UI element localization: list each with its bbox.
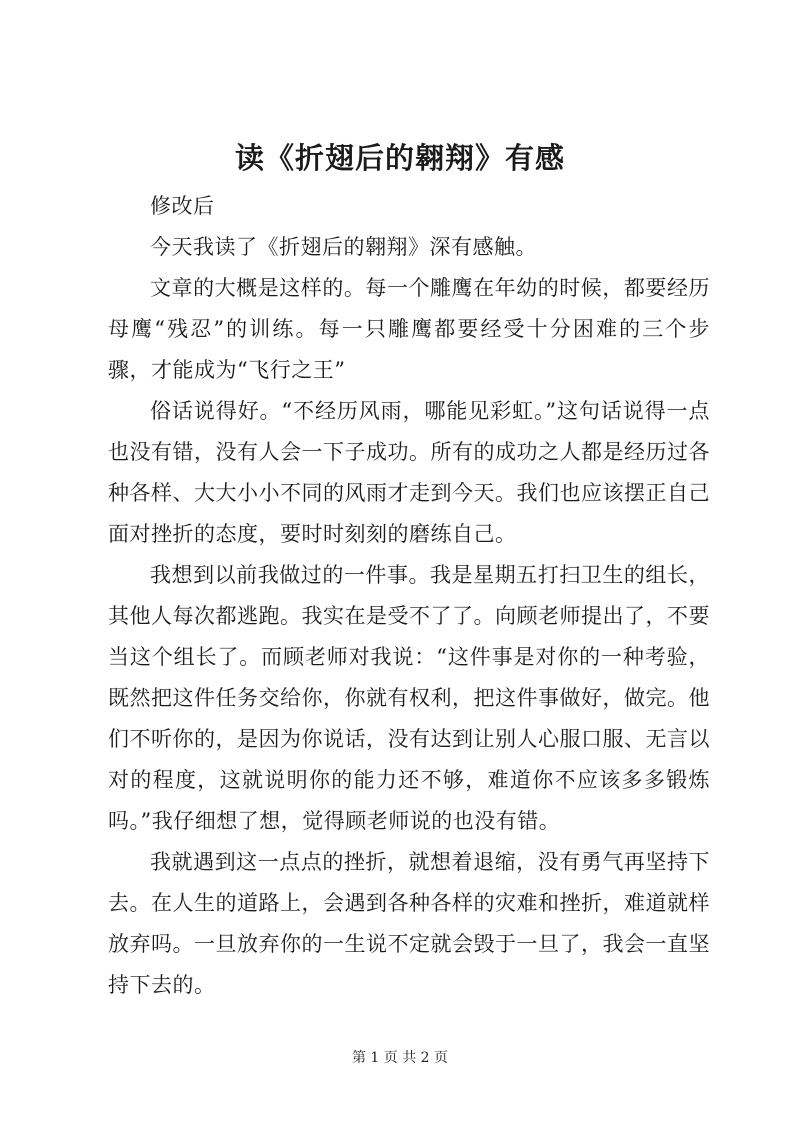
paragraph-summary: 文章的大概是这样的。每一个雕鹰在年幼的时候，都要经历母鹰“残忍”的训练。每一只雕鹰都要经受十分困难的三个步骤，才能成为“飞行之王”	[108, 276, 710, 382]
paragraph-conclusion: 我就遇到这一点点的挫折，就想着退缩，没有勇气再坚持下去。在人生的道路上，会遇到各种各样的灾难和挫折，难道就样放弃吗。一旦放弃你的一生说不定就会毁于一旦了，我会一直坚持下去的。	[108, 850, 710, 997]
document-title: 读《折翅后的翱翔》有感	[234, 141, 565, 175]
paragraph-revision-note: 修改后	[150, 194, 215, 218]
paragraph-proverb: 俗话说得好。“不经历风雨，哪能见彩虹。”这句话说得一点也没有错，没有人会一下子成功。所有的成功之人都是经历过各种各样、大大小小不同的风雨才走到今天。我们也应该摆正自己面对挫折的态度，要时时刻刻的磨练自己。	[108, 399, 710, 546]
paragraph-intro: 今天我读了《折翅后的翱翔》深有感触。	[150, 235, 537, 259]
page-number-footer: 第 1 页 共 2 页	[351, 1050, 449, 1066]
paragraph-story: 我想到以前我做过的一件事。我是星期五打扫卫生的组长，其他人每次都逃跑。我实在是受不了了。向顾老师提出了，不要当这个组长了。而顾老师对我说：“这件事是对你的一种考验，既然把这件任务交给你，你就有权利，把这件事做好，做完。他们不听你的，是因为你说话，没有达到让别人心服口服、无言以对的程度，这就说明你的能力还不够，难道你不应该多多锻炼吗。”我仔细想了想，觉得顾老师说的也没有错。	[108, 563, 710, 833]
document-body	[108, 186, 710, 1006]
